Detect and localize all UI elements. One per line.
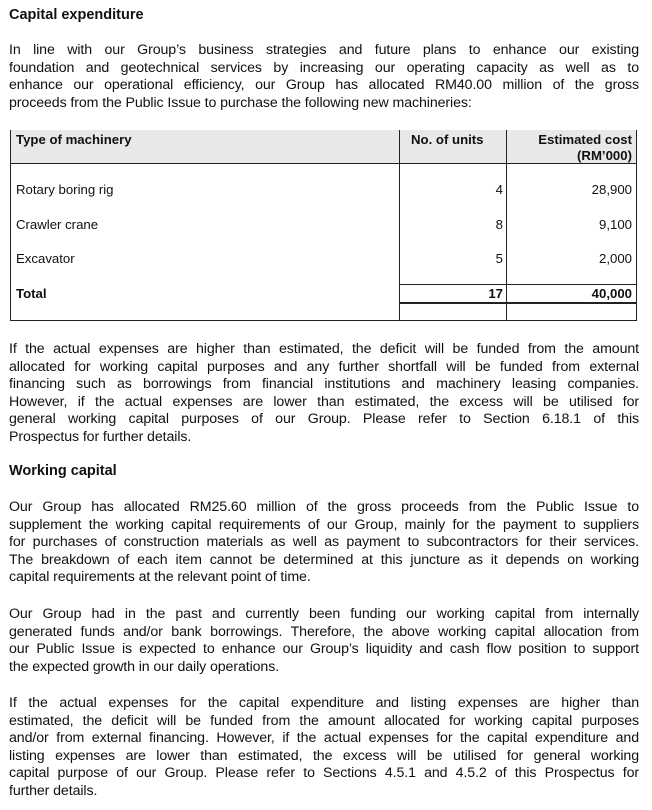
text-line: financing such as borrowings from financial institutions and machinery leasing companies. [9,376,639,393]
text-line: general working capital purposes of our Group. Please refer to Section 6.18.1 of this [9,411,639,428]
text-line: Our Group had in the past and currently been funding our working capital from internally [9,606,639,622]
text-line: If the actual expenses for the capital expenditure and listing expenses are higher than [9,695,639,711]
total-cost: 40,000 [591,286,632,301]
row-type: Excavator [16,251,75,266]
capital-expenditure-heading: Capital expenditure [9,7,144,23]
text-line: In line with our Group’s business strategies and future plans to enhance our existing [9,42,639,58]
text-line: capital purpose of our Group. Please refer to Sections 4.5.1 and 4.5.2 of this Prospectus for [9,765,639,782]
text-line: for purchases of construction materials as well as payment to subcontractors for their services. [9,534,639,551]
total-top-rule [399,284,636,285]
row-cost: 2,000 [598,251,632,266]
row-units: 4 [495,182,503,197]
text-line: foundation and geotechnical services by increasing our operating capacity as well as to [9,59,639,76]
header-units: No. of units [411,132,484,147]
working-capital-heading: Working capital [9,463,117,479]
row-type: Crawler crane [16,217,99,232]
column-divider [506,130,507,320]
text-line: allocated for working capital purposes and any further shortfall will be funded from external [9,358,639,375]
text-line: However, if the actual expenses are lower than estimated, the excess will be utilised for [9,393,639,410]
header-type: Type of machinery [16,132,132,147]
machinery-table [10,130,637,321]
row-cost: 9,100 [598,217,632,232]
row-cost: 28,900 [591,182,632,197]
text-line: Prospectus for further details. [9,428,192,445]
text-line: further details. [9,782,98,799]
text-line: The breakdown of each item cannot be determined at this juncture as it depends on working [9,551,639,568]
text-line: If the actual expenses are higher than estimated, the deficit will be funded from the amount [9,341,639,357]
capital-expenditure-intro [9,42,639,112]
total-label: Total [16,286,47,301]
text-line: estimated, the deficit will be funded from the amount allocated for working capital purposes [9,712,639,729]
text-line: and/or from external financing. However, if the actual expenses for the capital expenditure and [9,730,639,747]
row-units: 8 [495,217,503,232]
text-line: our Public Issue is expected to enhance our Group’s liquidity and cash flow position to support [9,641,639,658]
text-line: enhance our operational efficiency, our Group has allocated RM40.00 million of the gross [9,77,639,94]
header-cost-line1: Estimated cost [538,132,632,147]
column-divider [399,130,400,320]
header-cost [538,132,632,164]
working-capital-para-1 [9,499,639,587]
working-capital-para-3 [9,695,639,801]
text-line: proceeds from the Public Issue to purchase the following new machineries: [9,94,472,111]
text-line: generated funds and/or bank borrowings. Therefore, the above working capital allocation from [9,623,639,640]
text-line: capital requirements at the relevant point of time. [9,569,311,586]
text-line: listing expenses are lower than estimated, the excess will be utilised for general working [9,747,639,764]
text-line: supplement the working capital requirements of our Group, mainly for the payment to suppliers [9,516,639,533]
text-line: the expected growth in our daily operations. [9,658,280,675]
row-units: 5 [495,251,503,266]
total-units: 17 [488,286,503,301]
working-capital-para-2 [9,606,639,676]
capital-expenditure-funding [9,341,639,447]
text-line: Our Group has allocated RM25.60 million of the gross proceeds from the Public Issue to [9,499,639,515]
total-bottom-rule [399,302,636,304]
row-type: Rotary boring rig [16,182,114,197]
header-cost-line2: (RM’000) [577,148,632,163]
